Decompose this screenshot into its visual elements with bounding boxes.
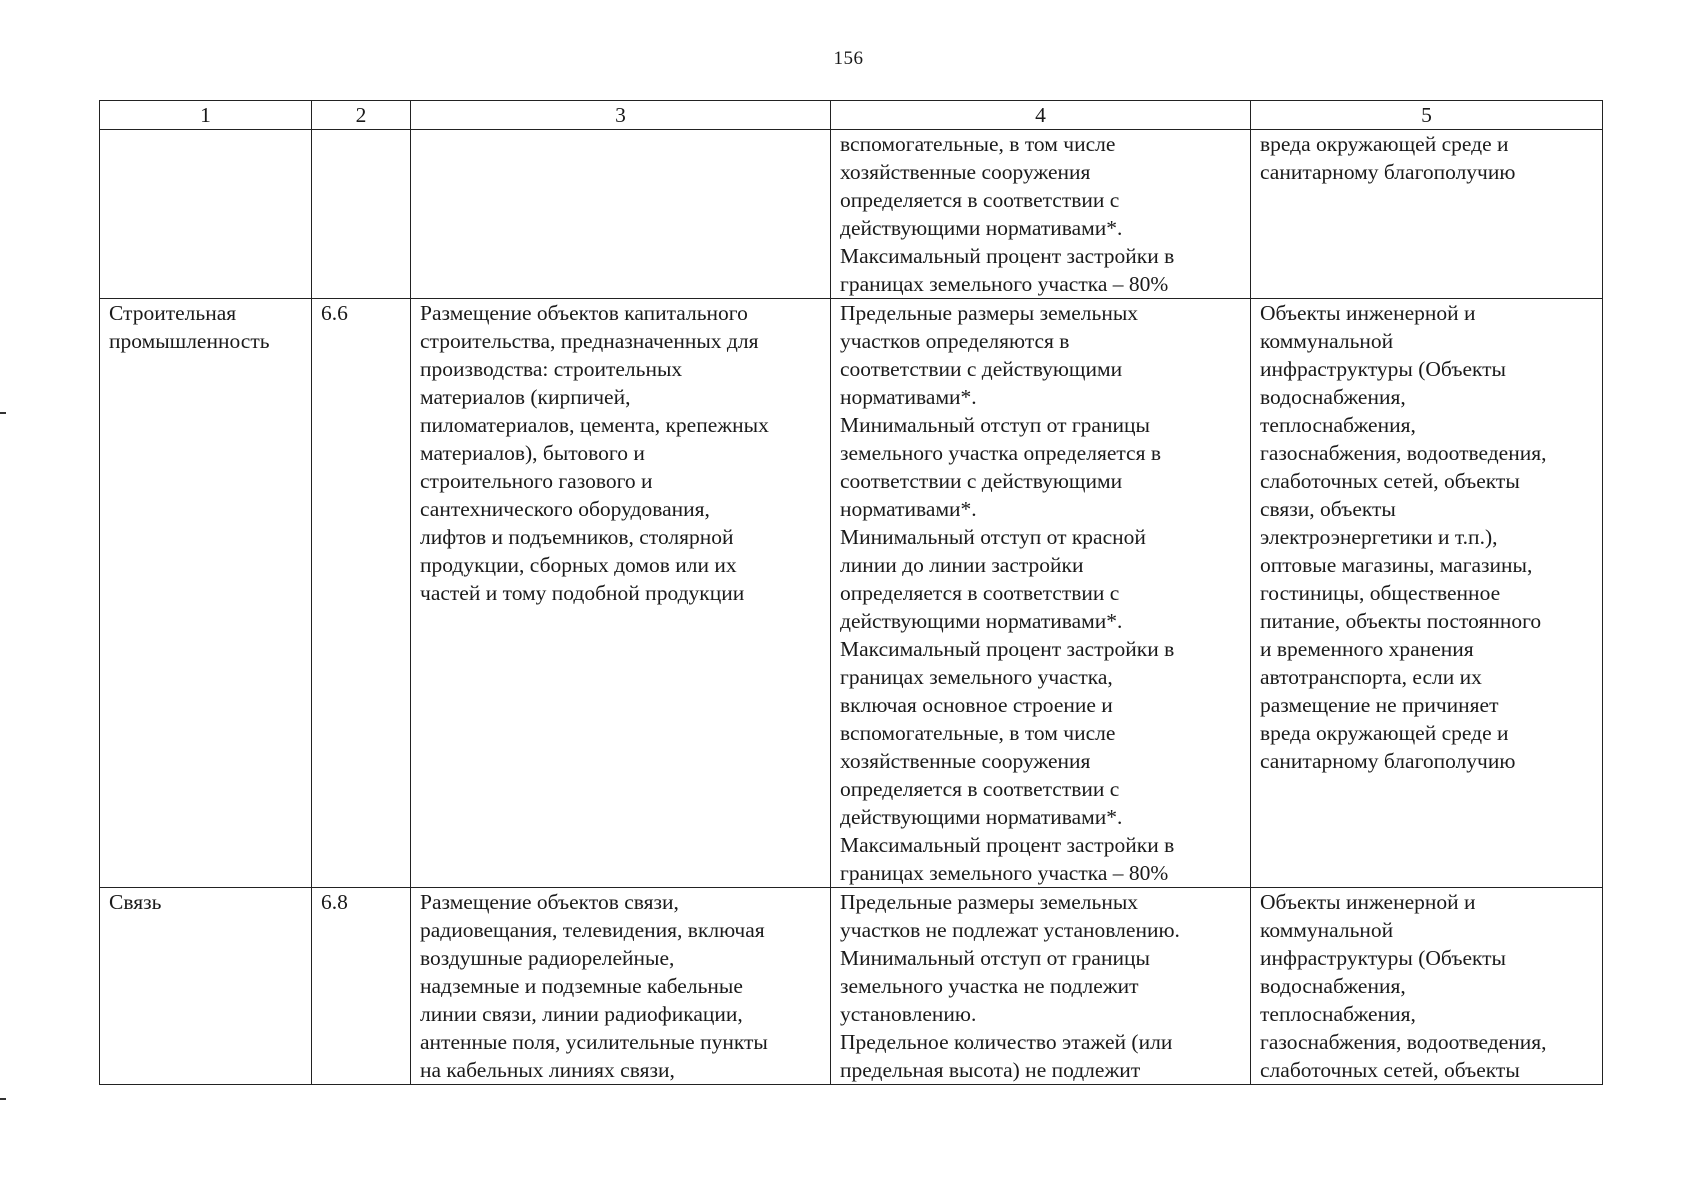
auxiliary-line: коммунальной (1260, 329, 1394, 353)
parameters-cell (831, 888, 1251, 1085)
auxiliary-line: газоснабжения, водоотведения, (1260, 441, 1547, 465)
column-header-5: 5 (1251, 101, 1603, 130)
parameters-line: включая основное строение и (840, 693, 1113, 717)
parameters-line: определяется в соответствии с (840, 777, 1120, 801)
code-value: 6.6 (321, 301, 348, 325)
name-cell (100, 888, 312, 1085)
auxiliary-line: водоснабжения, (1260, 974, 1406, 998)
auxiliary-line: водоснабжения, (1260, 385, 1406, 409)
description-line: антенные поля, усилительные пункты (420, 1030, 768, 1054)
auxiliary-line: Объекты инженерной и (1260, 301, 1476, 325)
auxiliary-cell (1251, 888, 1603, 1085)
parameters-line: границах земельного участка, (840, 665, 1113, 689)
parameters-line: Предельные размеры земельных (840, 890, 1139, 914)
parameters-line: Предельное количество этажей (или (840, 1030, 1173, 1054)
parameters-line: земельного участка определяется в (840, 441, 1161, 465)
column-header-3: 3 (411, 101, 831, 130)
auxiliary-line: гостиницы, общественное (1260, 581, 1501, 605)
parameters-line: нормативами*. (840, 385, 977, 409)
parameters-line: определяется в соответствии с (840, 581, 1120, 605)
parameters-line: Максимальный процент застройки в (840, 244, 1175, 268)
description-line: строительного газового и (420, 469, 653, 493)
parameters-line: вспомогательные, в том числе (840, 721, 1116, 745)
name-line: промышленность (109, 329, 270, 353)
parameters-line: вспомогательные, в том числе (840, 132, 1116, 156)
auxiliary-line: Объекты инженерной и (1260, 890, 1476, 914)
code-cell (312, 888, 411, 1085)
parameters-cell (831, 130, 1251, 299)
name-cell (100, 299, 312, 888)
parameters-line: участков определяются в (840, 329, 1070, 353)
auxiliary-cell (1251, 130, 1603, 299)
auxiliary-line: теплоснабжения, (1260, 1002, 1416, 1026)
regulations-table (99, 100, 1603, 1085)
code-cell (312, 299, 411, 888)
scan-mark (0, 1098, 6, 1100)
auxiliary-line: вреда окружающей среде и (1260, 132, 1509, 156)
page-number: 156 (833, 48, 864, 69)
description-line: строительства, предназначенных для (420, 329, 759, 353)
table-header-row (100, 101, 1603, 130)
description-line: лифтов и подъемников, столярной (420, 525, 734, 549)
code-cell (312, 130, 411, 299)
parameters-line: нормативами*. (840, 497, 977, 521)
parameters-line: участков не подлежат установлению. (840, 918, 1180, 942)
parameters-cell (831, 299, 1251, 888)
auxiliary-line: санитарному благополучию (1260, 160, 1516, 184)
description-line: радиовещания, телевидения, включая (420, 918, 765, 942)
column-header-1: 1 (100, 101, 312, 130)
parameters-line: линии до линии застройки (840, 553, 1084, 577)
description-cell (411, 299, 831, 888)
description-cell (411, 130, 831, 299)
parameters-line: хозяйственные сооружения (840, 160, 1091, 184)
description-line: частей и тому подобной продукции (420, 581, 745, 605)
description-line: материалов (кирпичей, (420, 385, 631, 409)
description-cell (411, 888, 831, 1085)
name-line: Связь (109, 890, 162, 914)
parameters-line: Минимальный отступ от красной (840, 525, 1146, 549)
parameters-line: Минимальный отступ от границы (840, 946, 1150, 970)
parameters-line: Максимальный процент застройки в (840, 833, 1175, 857)
auxiliary-line: и временного хранения (1260, 637, 1474, 661)
parameters-line: соответствии с действующими (840, 357, 1123, 381)
auxiliary-line: электроэнергетики и т.п.), (1260, 525, 1498, 549)
auxiliary-line: связи, объекты (1260, 497, 1396, 521)
description-line: сантехнического оборудования, (420, 497, 710, 521)
parameters-line: действующими нормативами*. (840, 805, 1123, 829)
scan-mark (0, 412, 6, 414)
parameters-line: границах земельного участка – 80% (840, 861, 1169, 885)
table-row (100, 130, 1603, 299)
auxiliary-line: автотранспорта, если их (1260, 665, 1482, 689)
name-cell (100, 130, 312, 299)
parameters-line: границах земельного участка – 80% (840, 272, 1169, 296)
auxiliary-line: питание, объекты постоянного (1260, 609, 1542, 633)
description-line: надземные и подземные кабельные (420, 974, 743, 998)
auxiliary-line: слаботочных сетей, объекты (1260, 469, 1520, 493)
table-row (100, 299, 1603, 888)
auxiliary-cell (1251, 299, 1603, 888)
parameters-line: действующими нормативами*. (840, 216, 1123, 240)
description-line: линии связи, линии радиофикации, (420, 1002, 743, 1026)
description-line: Размещение объектов капитального (420, 301, 748, 325)
parameters-line: земельного участка не подлежит (840, 974, 1139, 998)
auxiliary-line: инфраструктуры (Объекты (1260, 946, 1507, 970)
auxiliary-line: коммунальной (1260, 918, 1394, 942)
parameters-line: Предельные размеры земельных (840, 301, 1139, 325)
name-line: Строительная (109, 301, 237, 325)
table-row (100, 888, 1603, 1085)
parameters-line: определяется в соответствии с (840, 188, 1120, 212)
description-line: материалов), бытового и (420, 441, 645, 465)
description-line: производства: строительных (420, 357, 683, 381)
parameters-line: установлению. (840, 1002, 977, 1026)
auxiliary-line: оптовые магазины, магазины, (1260, 553, 1533, 577)
auxiliary-line: инфраструктуры (Объекты (1260, 357, 1507, 381)
column-header-4: 4 (831, 101, 1251, 130)
description-line: продукции, сборных домов или их (420, 553, 737, 577)
auxiliary-line: газоснабжения, водоотведения, (1260, 1030, 1547, 1054)
auxiliary-line: вреда окружающей среде и (1260, 721, 1509, 745)
parameters-line: Минимальный отступ от границы (840, 413, 1150, 437)
parameters-line: Максимальный процент застройки в (840, 637, 1175, 661)
auxiliary-line: теплоснабжения, (1260, 413, 1416, 437)
auxiliary-line: слаботочных сетей, объекты (1260, 1058, 1520, 1082)
description-line: воздушные радиорелейные, (420, 946, 675, 970)
description-line: пиломатериалов, цемента, крепежных (420, 413, 769, 437)
parameters-line: предельная высота) не подлежит (840, 1058, 1141, 1082)
description-line: Размещение объектов связи, (420, 890, 679, 914)
parameters-line: действующими нормативами*. (840, 609, 1123, 633)
description-line: на кабельных линиях связи, (420, 1058, 675, 1082)
auxiliary-line: размещение не причиняет (1260, 693, 1499, 717)
parameters-line: хозяйственные сооружения (840, 749, 1091, 773)
parameters-line: соответствии с действующими (840, 469, 1123, 493)
column-header-2: 2 (312, 101, 411, 130)
auxiliary-line: санитарному благополучию (1260, 749, 1516, 773)
code-value: 6.8 (321, 890, 348, 914)
